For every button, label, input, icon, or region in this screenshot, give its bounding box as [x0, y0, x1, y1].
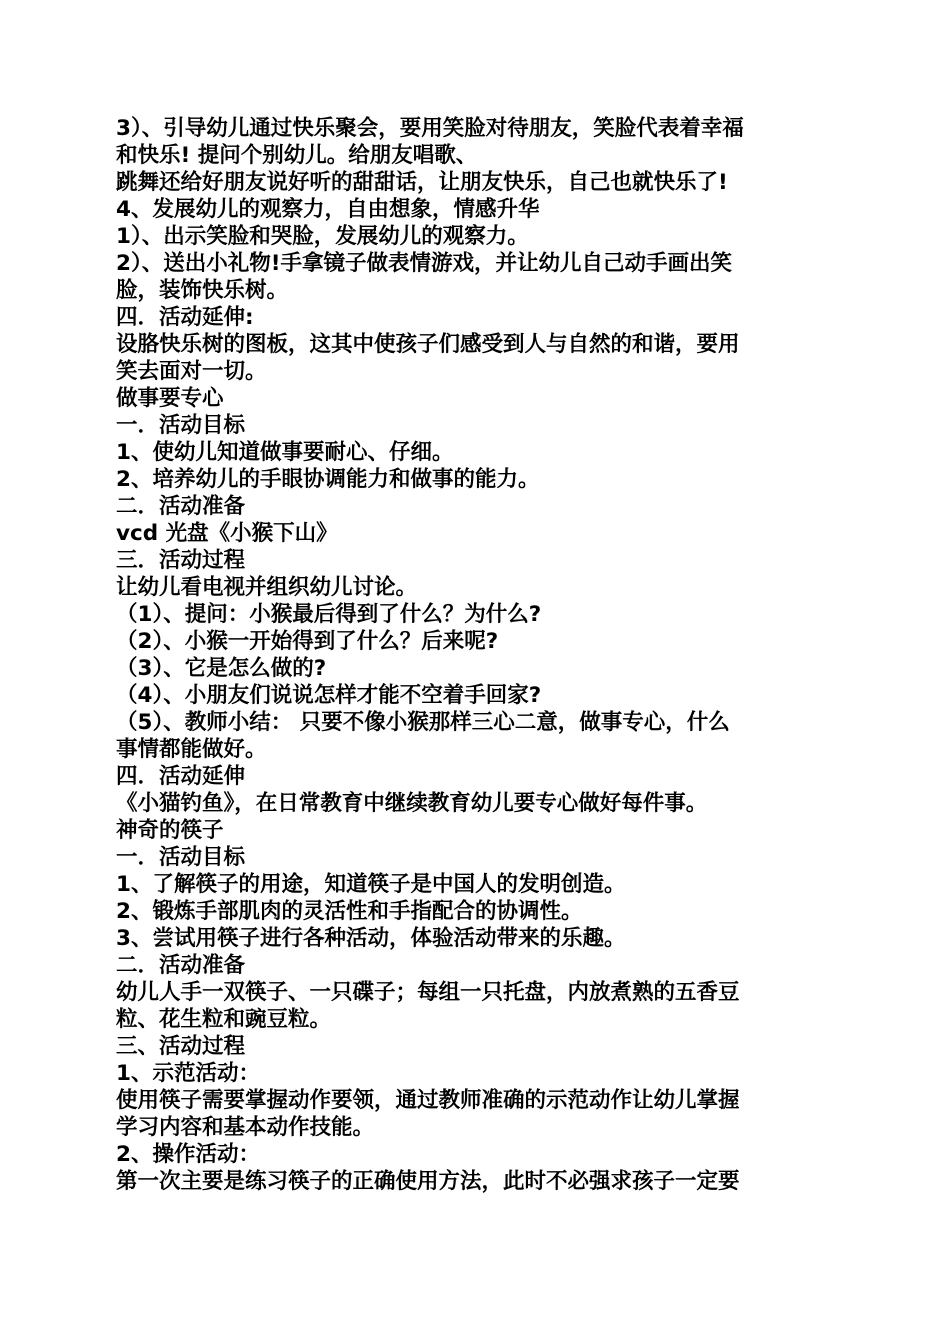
- text-line: （4）、小朋友们说说怎样才能不空着手回家?: [116, 683, 542, 708]
- text-line: （1）、提问：小猴最后得到了什么？为什么?: [116, 602, 542, 627]
- text-line: 让幼儿看电视并组织幼儿讨论。: [116, 575, 418, 600]
- section-heading: 二．活动准备: [116, 953, 246, 978]
- text-line: 第一次主要是练习筷子的正确使用方法，此时不必强求孩子一定要: [116, 1169, 740, 1194]
- lesson-title: 做事要专心: [116, 386, 224, 411]
- text-line: 设胳快乐树的图板，这其中使孩子们感受到人与自然的和谐，要用: [116, 332, 740, 357]
- text-line: 和快乐! 提问个别幼儿。给朋友唱歌、: [116, 143, 478, 168]
- section-heading: 二．活动准备: [116, 494, 246, 519]
- text-line: 跳舞还给好朋友说好听的甜甜话，让朋友快乐，自己也就快乐了!: [116, 170, 728, 195]
- text-line: （3）、它是怎么做的?: [116, 656, 327, 681]
- lesson-title: 神奇的筷子: [116, 818, 224, 843]
- text-line: 1、示范活动：: [116, 1061, 260, 1086]
- text-line: 幼儿人手一双筷子、一只碟子；每组一只托盘，内放煮熟的五香豆: [116, 980, 740, 1005]
- text-line: 3）、引导幼儿通过快乐聚会，要用笑脸对待朋友，笑脸代表着幸福: [116, 116, 744, 141]
- text-line: 1）、出示笑脸和哭脸，发展幼儿的观察力。: [116, 224, 529, 249]
- text-line: 4、发展幼儿的观察力，自由想象，情感升华: [116, 197, 540, 222]
- text-line: 1、使幼儿知道做事要耐心、仔细。: [116, 440, 454, 465]
- document-body: [116, 115, 836, 1195]
- section-heading: 一．活动目标: [116, 845, 246, 870]
- text-line: （2）、小猴一开始得到了什么？后来呢?: [116, 629, 499, 654]
- text-line: 2、培养幼儿的手眼协调能力和做事的能力。: [116, 467, 540, 492]
- text-line: 笑去面对一切。: [116, 359, 267, 384]
- text-line: 2、锻炼手部肌肉的灵活性和手指配合的协调性。: [116, 899, 583, 924]
- text-line: 2、操作活动：: [116, 1142, 260, 1167]
- text-line: 1、了解筷子的用途，知道筷子是中国人的发明创造。: [116, 872, 626, 897]
- section-heading: 四．活动延伸:: [116, 305, 254, 330]
- text-line: 2）、送出小礼物!手拿镜子做表情游戏，并让幼儿自己动手画出笑: [116, 251, 733, 276]
- section-heading: 三．活动过程: [116, 548, 246, 573]
- text-line: 3、尝试用筷子进行各种活动，体验活动带来的乐趣。: [116, 926, 626, 951]
- text-line: 使用筷子需要掌握动作要领，通过教师准确的示范动作让幼儿掌握: [116, 1088, 740, 1113]
- text-line: 事情都能做好。: [116, 737, 267, 762]
- text-line: 粒、花生粒和豌豆粒。: [116, 1007, 332, 1032]
- section-heading: 一．活动目标: [116, 413, 246, 438]
- text-line: 脸，装饰快乐树。: [116, 278, 289, 303]
- text-line: 学习内容和基本动作技能。: [116, 1115, 375, 1140]
- text-line: 《小猫钓鱼》，在日常教育中继续教育幼儿要专心做好每件事。: [116, 791, 708, 816]
- section-heading: 四．活动延伸: [116, 764, 246, 789]
- text-line: （5）、教师小结： 只要不像小猴那样三心二意，做事专心，什么: [116, 710, 730, 735]
- text-line: vcd 光盘《小猴下山》: [116, 521, 338, 546]
- section-heading: 三、活动过程: [116, 1034, 246, 1059]
